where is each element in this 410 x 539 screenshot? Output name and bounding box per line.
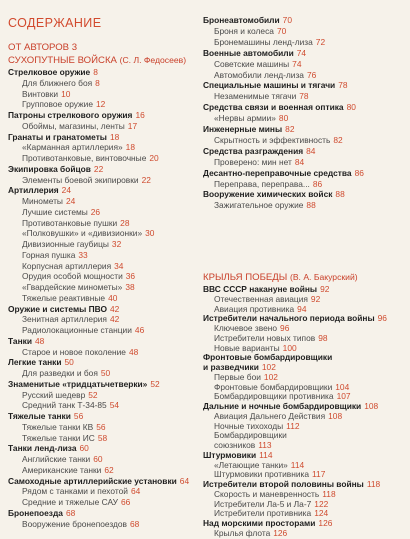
toc-entry-page: 54 bbox=[109, 400, 120, 411]
toc-entry-page: 118 bbox=[322, 488, 336, 499]
toc-entry-text: Рядом с танками и пехотой bbox=[22, 486, 128, 497]
toc-entry-page: 50 bbox=[64, 357, 74, 368]
toc-entry bbox=[203, 15, 292, 26]
toc-entry-page: 28 bbox=[120, 217, 130, 228]
toc-entry-text: Проверено: мин нет bbox=[214, 156, 292, 167]
toc-entry bbox=[203, 146, 315, 157]
toc-entry-text: Средние и тяжелые САУ bbox=[22, 497, 119, 507]
toc-entry-page: 108 bbox=[364, 401, 379, 411]
toc-entry-page: 100 bbox=[282, 342, 297, 353]
toc-entry-page: 102 bbox=[261, 362, 276, 372]
toc-entry-text: Бронепоезда bbox=[8, 507, 63, 518]
toc-entry-text: Американские танки bbox=[22, 464, 102, 475]
toc-entry bbox=[8, 110, 145, 121]
toc-entry-page: 38 bbox=[125, 282, 135, 292]
toc-entry bbox=[214, 37, 325, 48]
toc-entry-page: 107 bbox=[336, 391, 351, 402]
toc-entry-text: Вооружение бронепоездов bbox=[22, 518, 128, 529]
toc-entry-text: Средний танк Т-34-85 bbox=[22, 400, 107, 411]
toc-entry-text: «Нервы армии» bbox=[214, 113, 276, 124]
toc-entry-text: Стрелковое оружие bbox=[8, 67, 91, 77]
toc-entry bbox=[203, 124, 294, 135]
toc-entry bbox=[22, 78, 100, 89]
toc-entry-text: Танки bbox=[8, 335, 32, 346]
toc-entry-text: «Летающие танки» bbox=[214, 459, 288, 470]
toc-entry-page: 84 bbox=[294, 156, 305, 167]
toc-entry-text: Над морскими просторами bbox=[203, 518, 316, 528]
toc-entry-text: Противотанковые, винтовочные bbox=[22, 153, 147, 163]
toc-entry-page: 78 bbox=[338, 80, 348, 91]
toc-entry-page: 18 bbox=[125, 142, 135, 153]
toc-entry-page: 114 bbox=[259, 449, 273, 460]
toc-entry-page: 94 bbox=[297, 303, 307, 314]
toc-entry bbox=[8, 508, 75, 519]
toc-entry-page: 126 bbox=[318, 518, 333, 528]
toc-entry bbox=[8, 379, 160, 390]
toc-entry-page: 72 bbox=[315, 36, 326, 47]
toc-entry-page: 48 bbox=[34, 335, 45, 346]
toc-entry bbox=[22, 465, 114, 476]
toc-entry-page: 32 bbox=[111, 239, 122, 249]
toc-entry-text: Истребители противника bbox=[214, 508, 312, 519]
toc-entry-page: 70 bbox=[276, 25, 287, 36]
toc-entry-page: 88 bbox=[335, 189, 345, 200]
page-title: СОДЕРЖАНИЕ bbox=[8, 16, 102, 30]
toc-entry bbox=[203, 102, 356, 113]
toc-entry-text: Групповое оружие bbox=[22, 99, 93, 110]
toc-entry bbox=[214, 91, 309, 102]
toc-entry-page: 80 bbox=[346, 102, 356, 113]
toc-entry bbox=[22, 519, 139, 530]
toc-entry-page: 8 bbox=[93, 67, 98, 77]
toc-entry bbox=[22, 196, 75, 207]
toc-entry-page: 10 bbox=[61, 88, 71, 99]
toc-entry-page: 92 bbox=[320, 284, 330, 294]
toc-entry-page: 124 bbox=[314, 508, 329, 519]
toc-entry bbox=[22, 433, 107, 444]
toc-entry-page: 48 bbox=[128, 346, 139, 357]
toc-entry-text: Старое и новое поколение bbox=[22, 346, 126, 357]
toc-entry bbox=[8, 67, 98, 78]
toc-entry-page: 117 bbox=[312, 469, 326, 480]
toc-entry-text: Оружие и системы ПВО bbox=[8, 303, 107, 314]
toc-entry-page: 118 bbox=[366, 479, 381, 489]
toc-entry-page: 64 bbox=[130, 486, 141, 497]
toc-entry-page: 108 bbox=[328, 410, 343, 421]
toc-entry-page: 104 bbox=[335, 381, 350, 392]
toc-entry-page: 126 bbox=[273, 527, 288, 538]
toc-entry bbox=[203, 48, 306, 59]
toc-entry-page: 30 bbox=[145, 228, 155, 239]
toc-entry bbox=[8, 411, 83, 422]
toc-entry-text: Орудия особой мощности bbox=[22, 271, 123, 282]
toc-entry-page: 16 bbox=[135, 110, 145, 120]
toc-entry-page: 18 bbox=[109, 131, 120, 142]
toc-entry-page: 22 bbox=[93, 163, 104, 174]
toc-entry-page: 50 bbox=[100, 368, 111, 378]
toc-entry-text: Тяжелые танки ИС bbox=[22, 432, 95, 443]
toc-entry-text: Средства разграждения bbox=[203, 145, 304, 156]
section-wings-title: КРЫЛЬЯ ПОБЕДЫ bbox=[203, 272, 288, 283]
toc-entry-page: 122 bbox=[314, 498, 329, 509]
toc-entry-text: Английские танки bbox=[22, 454, 91, 464]
toc-entry-text: Средства связи и военная оптика bbox=[203, 102, 344, 113]
toc-entry-text: ВВС СССР накануне войны bbox=[203, 284, 318, 294]
toc-entry bbox=[214, 528, 287, 539]
toc-entry-text: Истребители Ла-5 и Ла-7 bbox=[214, 498, 312, 509]
toc-entry bbox=[214, 59, 301, 70]
toc-entry-text: Патроны стрелкового оружия bbox=[8, 110, 133, 120]
toc-entry-text: «Гвардейские минометы» bbox=[22, 282, 123, 292]
toc-entry bbox=[214, 113, 288, 124]
toc-entry bbox=[214, 70, 316, 81]
toc-entry-text: Бронемашины ленд-лиза bbox=[214, 36, 313, 47]
toc-entry-text: Артиллерия bbox=[8, 185, 59, 196]
toc-entry bbox=[22, 390, 98, 401]
toc-entry-text: Тяжелые реактивные bbox=[22, 292, 106, 303]
toc-entry-text: Крылья флота bbox=[214, 527, 271, 538]
toc-entry-text: Автомобили ленд-лиза bbox=[214, 69, 304, 80]
toc-entry-text: Переправа, переправа... bbox=[214, 178, 310, 189]
toc-entry-page: 74 bbox=[292, 58, 302, 69]
toc-entry-page: 92 bbox=[310, 293, 321, 304]
toc-entry-text: Русский шедевр bbox=[22, 389, 86, 400]
toc-entry-page: 64 bbox=[179, 475, 190, 486]
toc-entry-page: 86 bbox=[312, 178, 323, 189]
toc-entry-page: 42 bbox=[109, 314, 120, 325]
toc-entry bbox=[22, 400, 119, 411]
toc-entry bbox=[22, 250, 88, 261]
toc-entry-page: 8 bbox=[95, 77, 100, 88]
toc-entry-page: 58 bbox=[97, 432, 108, 443]
section-ground-forces-author: (С. Л. Федосеев) bbox=[119, 55, 187, 65]
toc-entry-page: 80 bbox=[278, 113, 289, 124]
toc-entry-text: Зенитная артиллерия bbox=[22, 314, 107, 325]
toc-entry-page: 76 bbox=[306, 69, 317, 80]
toc-entry-page: 74 bbox=[296, 47, 307, 58]
toc-entry-page: 34 bbox=[114, 260, 124, 271]
toc-entry-page: 88 bbox=[306, 200, 316, 211]
toc-entry-page: 52 bbox=[150, 378, 160, 389]
section-authors bbox=[8, 42, 77, 54]
toc-entry bbox=[22, 175, 151, 186]
toc-entry-text: Легкие танки bbox=[8, 357, 62, 368]
toc-entry-text: Скорость и маневренность bbox=[214, 488, 320, 499]
toc-entry bbox=[8, 476, 189, 487]
toc-entry bbox=[22, 207, 100, 218]
toc-entry-text: Бомбардировщики bbox=[214, 430, 287, 441]
toc-entry bbox=[8, 443, 89, 454]
toc-entry-text: Дивизионные гаубицы bbox=[22, 239, 109, 249]
toc-entry-page: 60 bbox=[93, 454, 103, 464]
toc-entry-text: союзников bbox=[214, 440, 256, 450]
toc-entry-text: Минометы bbox=[22, 196, 63, 206]
toc-entry bbox=[22, 454, 103, 465]
toc-entry-text: «Полковушки» и «дивизионки» bbox=[22, 228, 143, 239]
toc-entry-page: 113 bbox=[258, 440, 272, 450]
toc-entry bbox=[22, 282, 135, 293]
toc-entry bbox=[214, 200, 316, 211]
toc-entry-text: Авиация противника bbox=[214, 303, 295, 314]
section-wings-author: (В. А. Бакурский) bbox=[289, 272, 358, 282]
toc-entry-text: Броня и колеса bbox=[214, 25, 274, 36]
toc-entry-page: 82 bbox=[333, 134, 343, 145]
toc-entry bbox=[214, 157, 304, 168]
toc-entry-text: Скрытность и эффективность bbox=[214, 134, 331, 145]
toc-entry-page: 114 bbox=[290, 459, 305, 470]
toc-entry-text: Ключевое звено bbox=[214, 323, 278, 333]
toc-entry-text: Штурмовики противника bbox=[214, 469, 310, 480]
section-ground-forces-title: СУХОПУТНЫЕ ВОЙСКА bbox=[8, 55, 117, 66]
toc-entry-text: Самоходные артиллерийские установки bbox=[8, 475, 177, 486]
toc-entry bbox=[22, 89, 70, 100]
toc-entry-text: Инженерные мины bbox=[203, 124, 283, 134]
toc-entry bbox=[22, 218, 130, 229]
toc-entry-text: Бомбардировщики противника bbox=[214, 391, 334, 402]
toc-entry-text: «Карманная артиллерия» bbox=[22, 142, 123, 153]
toc-entry-page: 26 bbox=[90, 206, 101, 217]
toc-entry-text: Истребители второй половины войны bbox=[203, 479, 364, 489]
toc-entry bbox=[203, 189, 345, 200]
toc-entry-text: Гранаты и гранатометы bbox=[8, 131, 107, 142]
toc-entry-text: Противотанковые пушки bbox=[22, 217, 118, 228]
toc-entry bbox=[22, 99, 105, 110]
toc-entry bbox=[214, 179, 322, 190]
toc-entry-text: Винтовки bbox=[22, 88, 59, 99]
toc-entry bbox=[203, 80, 348, 91]
toc-entry bbox=[22, 368, 110, 379]
toc-entry-page: 112 bbox=[286, 420, 300, 431]
toc-entry bbox=[22, 153, 159, 164]
toc-entry-page: 36 bbox=[125, 271, 136, 282]
section-authors-label: ОТ АВТОРОВ bbox=[8, 42, 70, 53]
toc-entry-text: Корпусная артиллерия bbox=[22, 260, 112, 271]
toc-entry-text: Вооружение химических войск bbox=[203, 189, 333, 200]
toc-entry-page: 62 bbox=[104, 464, 114, 475]
toc-entry bbox=[22, 293, 117, 304]
toc-entry-text: Десантно-переправочные средства bbox=[203, 167, 352, 178]
toc-entry bbox=[22, 228, 154, 239]
toc-entry-page: 78 bbox=[299, 91, 309, 102]
toc-entry bbox=[8, 185, 71, 196]
toc-entry-page: 82 bbox=[285, 124, 295, 134]
toc-entry bbox=[22, 121, 137, 132]
toc-entry-page: 96 bbox=[377, 313, 387, 324]
toc-entry-page: 52 bbox=[88, 389, 98, 400]
toc-entry-page: 24 bbox=[65, 196, 76, 206]
toc-entry-text: Штурмовики bbox=[203, 449, 257, 460]
toc-entry-text: Истребители начального периода войны bbox=[203, 313, 375, 324]
toc-entry-text: Новые варианты bbox=[214, 342, 280, 353]
toc-entry-text: Отечественная авиация bbox=[214, 293, 308, 304]
toc-entry-page: 33 bbox=[78, 249, 88, 260]
toc-entry-page: 68 bbox=[130, 518, 140, 529]
section-wings-of-victory bbox=[203, 271, 358, 284]
toc-entry-page: 42 bbox=[110, 303, 120, 314]
toc-entry-text: Бронеавтомобили bbox=[203, 15, 280, 25]
toc-entry-text: Специальные машины и тягачи bbox=[203, 80, 336, 91]
toc-entry bbox=[8, 336, 44, 347]
toc-entry-page: 60 bbox=[79, 443, 89, 454]
toc-entry-page: 86 bbox=[354, 167, 364, 178]
toc-entry-page: 40 bbox=[108, 292, 118, 303]
toc-entry-text: Танки ленд-лиза bbox=[8, 443, 77, 454]
toc-entry-text: Истребители новых типов bbox=[214, 332, 316, 343]
toc-entry-page: 22 bbox=[141, 174, 151, 185]
toc-entry-text: Радиолокационные станции bbox=[22, 325, 132, 335]
toc-entry-page: 20 bbox=[149, 153, 159, 163]
toc-entry bbox=[214, 135, 343, 146]
toc-entry-text: Элементы боевой экипировки bbox=[22, 174, 139, 185]
toc-entry-text: Тяжелые танки КВ bbox=[22, 421, 94, 432]
toc-entry bbox=[8, 357, 74, 368]
toc-entry-text: Первые бои bbox=[214, 371, 261, 382]
toc-entry-text: Обоймы, магазины, ленты bbox=[22, 120, 125, 131]
toc-entry bbox=[22, 314, 119, 325]
toc-entry bbox=[8, 304, 119, 315]
section-authors-page: 3 bbox=[71, 42, 78, 53]
toc-entry-page: 66 bbox=[121, 497, 131, 507]
toc-entry bbox=[22, 261, 123, 272]
toc-entry-text: Фронтовые бомбардировщики bbox=[214, 381, 333, 392]
toc-entry bbox=[22, 422, 106, 433]
toc-entry-text: Дальние и ночные бомбардировщики bbox=[203, 401, 362, 411]
toc-entry-page: 84 bbox=[306, 145, 316, 156]
toc-entry-page: 12 bbox=[95, 99, 106, 110]
toc-entry bbox=[8, 132, 119, 143]
toc-entry bbox=[22, 497, 130, 508]
toc-entry-text: Советские машины bbox=[214, 58, 290, 69]
toc-entry-page: 56 bbox=[96, 421, 106, 432]
toc-entry bbox=[8, 164, 103, 175]
toc-entry bbox=[22, 239, 121, 250]
toc-entry-text: Горная пушка bbox=[22, 249, 76, 260]
toc-entry bbox=[22, 271, 135, 282]
toc-entry-text: Для ближнего боя bbox=[22, 77, 93, 88]
toc-entry-page: 46 bbox=[134, 325, 145, 335]
toc-entry-page: 98 bbox=[318, 332, 328, 343]
toc-entry-text: Ночные тихоходы bbox=[214, 420, 284, 431]
toc-entry-text: Экипировка бойцов bbox=[8, 163, 91, 174]
toc-entry-page: 96 bbox=[280, 323, 290, 333]
toc-entry-page: 56 bbox=[73, 411, 84, 421]
toc-entry bbox=[22, 325, 144, 336]
toc-entry-text: Для разведки и боя bbox=[22, 368, 98, 378]
toc-entry-page: 70 bbox=[282, 15, 292, 25]
toc-entry-page: 24 bbox=[61, 185, 71, 196]
toc-entry-page: 102 bbox=[263, 371, 278, 382]
toc-entry-text: Авиация Дальнего Действия bbox=[214, 410, 326, 421]
toc-entry-text: Лучшие системы bbox=[22, 206, 88, 217]
toc-entry-text: Военные автомобили bbox=[203, 47, 294, 58]
toc-entry-text: и разведчики bbox=[203, 362, 259, 372]
toc-entry-page: 17 bbox=[127, 120, 138, 131]
toc-entry-text: Тяжелые танки bbox=[8, 411, 71, 421]
toc-entry bbox=[22, 486, 140, 497]
toc-entry bbox=[203, 168, 364, 179]
toc-entry bbox=[214, 26, 286, 37]
toc-entry-text: Знаменитые «тридцатьчетверки» bbox=[8, 378, 148, 389]
toc-entry bbox=[22, 347, 138, 358]
toc-entry bbox=[22, 142, 135, 153]
section-ground-forces bbox=[8, 54, 186, 67]
toc-entry-text: Фронтовые бомбардировщики bbox=[203, 352, 333, 363]
toc-entry-text: Зажигательное оружие bbox=[214, 200, 304, 211]
toc-entry-page: 68 bbox=[65, 507, 76, 518]
toc-entry-text: Незаменимые тягачи bbox=[214, 91, 297, 102]
